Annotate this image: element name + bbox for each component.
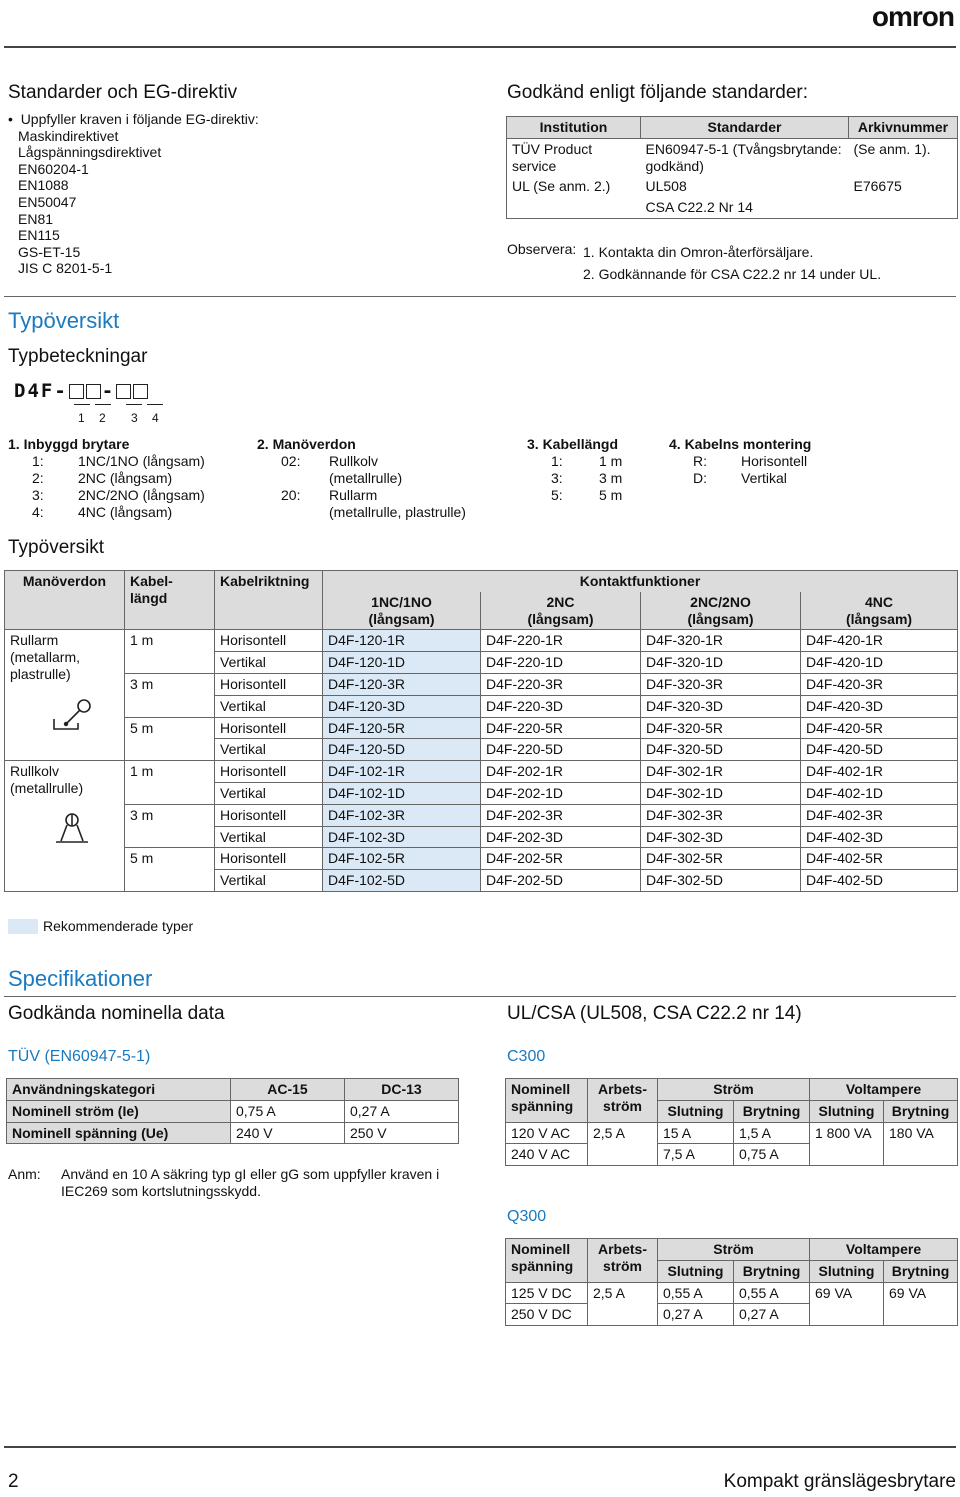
th-va: Voltampere [810,1239,958,1261]
typoversikt-title: Typöversikt [8,308,120,333]
th-current: Arbets-ström [588,1079,658,1123]
model-cell: D4F-220-1R [481,630,641,652]
direction-cell: Vertikal [215,695,323,717]
group-2: 2. Manöverdon 02: Rullkolv (metallrulle) 20: Rullarm (metallrulle, plastrulle) [257,436,466,520]
standards-title: Standarder och EG-direktiv [8,82,238,103]
table-cell: 120 V AC [506,1122,588,1144]
direction-cell: Vertikal [215,782,323,804]
box-3 [116,384,131,399]
th-strom: Ström [658,1079,810,1101]
table-row [506,1144,958,1166]
model-cell: D4F-402-1R [801,761,958,783]
table-cell [588,1304,658,1326]
th-contact: Kontaktfunktioner [323,571,958,592]
table-row [506,1282,958,1304]
direction-cell: Horisontell [215,630,323,652]
omron-logo: omron [871,1,954,32]
top-rule [4,46,956,48]
table-row [5,804,958,826]
note-line: 1. Kontakta din Omron-återförsäljare. [583,244,814,260]
table-cell: TÜV Product service [507,138,641,176]
table-cell: 69 VA [810,1282,884,1304]
group-3: 3. Kabellängd 1: 1 m 3: 3 m 5: 5 m [527,436,623,503]
group-1: 1. Inbyggd brytare 1: 1NC/1NO (långsam) 2: 2NC (långsam) 3: 2NC/2NO (långsam) 4: 4NC (långsam) [8,436,205,520]
th-break: Brytning [884,1260,958,1282]
list-item: EN81 [18,210,54,227]
table-cell: 250 V [345,1122,459,1144]
table-cell: E76675 [849,176,958,197]
model-cell: D4F-102-1R [323,761,481,783]
direction-cell: Horisontell [215,848,323,870]
c300-title: C300 [507,1048,546,1065]
table-row [5,761,958,783]
model-cell: D4F-302-5D [641,870,801,892]
direction-cell: Vertikal [215,739,323,761]
th-make: Slutning [810,1100,884,1122]
th-make: Slutning [658,1100,734,1122]
model-cell: D4F-420-3D [801,695,958,717]
model-cell: D4F-220-3D [481,695,641,717]
model-cell: D4F-120-1R [323,630,481,652]
footer-title: Kompakt gränslägesbrytare [723,1471,956,1492]
spec-right-title: UL/CSA (UL508, CSA C22.2 nr 14) [507,1003,802,1024]
bullet-icon: • [8,111,21,127]
model-cell: D4F-302-3D [641,826,801,848]
th-col: 4NC (långsam) [801,592,958,630]
table-cell: 0,75 A [231,1100,345,1122]
table-row [506,1122,958,1144]
actuator-cell: Rullkolv (metallrulle) [5,761,125,892]
direction-cell: Vertikal [215,826,323,848]
model-table [4,570,958,892]
model-cell: D4F-202-3D [481,826,641,848]
model-cell: D4F-302-3R [641,804,801,826]
table-cell: 0,55 A [658,1282,734,1304]
table-cell: UL (Se anm. 2.) [507,176,641,197]
th-direction: Kabelriktning [215,571,323,630]
th-break: Brytning [734,1260,810,1282]
length-cell: 1 m [125,761,215,805]
model-cell: D4F-220-5D [481,739,641,761]
th-dc13: DC-13 [345,1079,459,1101]
list-item: GS-ET-15 [18,243,81,260]
code-num: 4 [152,411,159,425]
table-row [506,1304,958,1326]
table-cell: 1,5 A [734,1122,810,1144]
table-cell: 240 V [231,1122,345,1144]
box-4 [133,384,148,399]
divider [4,996,956,997]
spec-note-label: Anm: [8,1166,41,1182]
model-cell: D4F-320-1D [641,652,801,674]
roller-plunger-icon [10,811,119,855]
code-num: 3 [131,411,138,425]
model-cell: D4F-320-5D [641,739,801,761]
model-cell: D4F-102-3D [323,826,481,848]
model-cell: D4F-402-5D [801,870,958,892]
table-row [5,848,958,870]
table-cell: 250 V DC [506,1304,588,1326]
length-cell: 5 m [125,717,215,761]
table-cell: 15 A [658,1122,734,1144]
th-archive: Arkivnummer [849,117,958,139]
code-underlines [74,404,166,405]
box-2 [86,384,101,399]
table-cell: (Se anm. 1). [849,138,958,176]
th-make: Slutning [810,1260,884,1282]
table-cell: 7,5 A [658,1144,734,1166]
table-cell: EN60947-5-1 (Tvångsbrytande: godkänd) [645,140,842,174]
footer-rule [4,1446,956,1448]
th-col: 2NC/2NO (långsam) [641,592,801,630]
model-cell: D4F-320-1R [641,630,801,652]
table-cell: CSA C22.2 Nr 14 [641,197,849,218]
spec-title: Specifikationer [8,966,153,991]
table-cell [884,1144,958,1166]
model-cell: D4F-120-5D [323,739,481,761]
model-cell: D4F-102-3R [323,804,481,826]
model-cell: D4F-302-5R [641,848,801,870]
table-cell [810,1144,884,1166]
group-4: 4. Kabelns montering R: Horisontell D: Vertikal [669,436,812,486]
th-make: Slutning [658,1260,734,1282]
model-cell: D4F-120-1D [323,652,481,674]
th-current: Arbets-ström [588,1239,658,1283]
approvals-note-label: Observera: [507,241,577,257]
model-cell: D4F-220-5R [481,717,641,739]
table-cell: 69 VA [884,1282,958,1304]
length-cell: 3 m [125,804,215,848]
list-item: EN50047 [18,193,77,210]
list-item: EN1088 [18,177,69,194]
length-cell: 1 m [125,630,215,674]
q300-table [505,1238,958,1326]
table-cell: 240 V AC [506,1144,588,1166]
th-actuator: Manöverdon [5,571,125,630]
list-item: EN115 [18,227,60,244]
tuv-title: TÜV (EN60947-5-1) [8,1048,151,1065]
model-cell: D4F-402-3D [801,826,958,848]
table-cell: UL508 [645,178,687,195]
table-cell: 0,55 A [734,1282,810,1304]
model-cell: D4F-302-1D [641,782,801,804]
approvals-notes [583,241,881,285]
legend-label: Rekommenderade typer [43,918,194,934]
model-cell: D4F-420-3R [801,673,958,695]
typtable-title: Typöversikt [8,537,105,558]
table-cell: 1 800 VA [810,1122,884,1144]
code-prefix: D4F- [14,380,68,402]
model-cell: D4F-402-5R [801,848,958,870]
table-cell [810,1304,884,1326]
th-voltage: Nominell spänning [506,1239,588,1283]
model-code [14,380,149,403]
q300-title: Q300 [507,1208,547,1225]
model-cell: D4F-220-1D [481,652,641,674]
model-cell: D4F-202-3R [481,804,641,826]
model-cell: D4F-420-1D [801,652,958,674]
model-cell: D4F-402-1D [801,782,958,804]
model-cell: D4F-102-1D [323,782,481,804]
code-num: 2 [99,411,106,425]
table-cell: 0,27 A [734,1304,810,1326]
model-cell: D4F-202-1D [481,782,641,804]
direction-cell: Horisontell [215,761,323,783]
divider [4,296,956,297]
tuv-table [6,1078,459,1144]
standards-list: • Uppfyller kraven i följande EG-direktiv: Maskindirektivet Lågspänningsdirektivet EN60204-1 EN1088 EN50047 EN81 EN115 GS-ET-15 JIS C 8201-5-1 [8,111,259,277]
th-break: Brytning [734,1100,810,1122]
list-item: EN60204-1 [18,160,89,177]
th-col: 1NC/1NO (långsam) [323,592,481,630]
model-cell: D4F-420-5D [801,739,958,761]
direction-cell: Vertikal [215,652,323,674]
model-cell: D4F-120-3D [323,695,481,717]
list-item: Maskindirektivet [18,127,119,144]
model-cell: D4F-320-3R [641,673,801,695]
table-cell [884,1304,958,1326]
th-strom: Ström [658,1239,810,1261]
table-cell: 180 VA [884,1122,958,1144]
approvals-title: Godkänd enligt följande standarder: [507,82,809,103]
model-cell: D4F-202-5R [481,848,641,870]
th-voltage: Nominell spänning [506,1079,588,1123]
model-cell: D4F-120-5R [323,717,481,739]
model-cell: D4F-202-5D [481,870,641,892]
table-cell: 2,5 A [588,1122,658,1144]
list-item: Lågspänningsdirektivet [18,144,162,161]
model-cell: D4F-320-3D [641,695,801,717]
th-ac15: AC-15 [231,1079,345,1101]
direction-cell: Vertikal [215,870,323,892]
table-cell [507,197,641,218]
model-cell: D4F-420-1R [801,630,958,652]
model-cell: D4F-220-3R [481,673,641,695]
legend-swatch [8,919,38,934]
model-cell: D4F-120-3R [323,673,481,695]
direction-cell: Horisontell [215,673,323,695]
direction-cell: Horisontell [215,804,323,826]
th-institution: Institution [507,117,641,139]
length-cell: 3 m [125,673,215,717]
typbeteckningar-title: Typbeteckningar [8,346,148,367]
code-num: 1 [78,411,85,425]
model-cell: D4F-420-5R [801,717,958,739]
th-col: 2NC (långsam) [481,592,641,630]
model-cell: D4F-302-1R [641,761,801,783]
roller-arm-icon [10,697,119,741]
box-1 [69,384,84,399]
th-category: Användningskategori [7,1079,231,1101]
th-length: Kabel-längd [125,571,215,630]
list-item: JIS C 8201-5-1 [18,260,113,277]
actuator-cell: Rullarm (metallarm, plastrulle) [5,630,125,761]
table-row [5,717,958,739]
table-cell: 2,5 A [588,1282,658,1304]
model-cell: D4F-102-5R [323,848,481,870]
table-cell: 0,27 A [658,1304,734,1326]
spec-note-text: Använd en 10 A säkring typ gI eller gG som uppfyller kraven i IEC269 som kortslutningsskydd. [61,1166,440,1199]
page-number: 2 [8,1471,19,1492]
table-cell [849,197,958,218]
th-break: Brytning [884,1100,958,1122]
row-label: Nominell spänning (Ue) [7,1122,231,1144]
model-cell: D4F-202-1R [481,761,641,783]
model-cell: D4F-320-5R [641,717,801,739]
model-cell: D4F-402-3R [801,804,958,826]
table-row [5,673,958,695]
length-cell: 5 m [125,848,215,892]
direction-cell: Horisontell [215,717,323,739]
table-cell: 0,75 A [734,1144,810,1166]
note-line: 2. Godkännande för CSA C22.2 nr 14 under UL. [583,266,882,282]
code-sep: - [101,380,116,402]
table-cell [588,1144,658,1166]
th-va: Voltampere [810,1079,958,1101]
table-cell: 125 V DC [506,1282,588,1304]
c300-table [505,1078,958,1166]
row-label: Nominell ström (Ie) [7,1100,231,1122]
spec-left-title: Godkända nominella data [8,1003,225,1024]
th-standards: Standarder [641,117,849,139]
table-cell: 0,27 A [345,1100,459,1122]
approvals-table [506,116,958,219]
model-cell: D4F-102-5D [323,870,481,892]
table-row [5,630,958,652]
